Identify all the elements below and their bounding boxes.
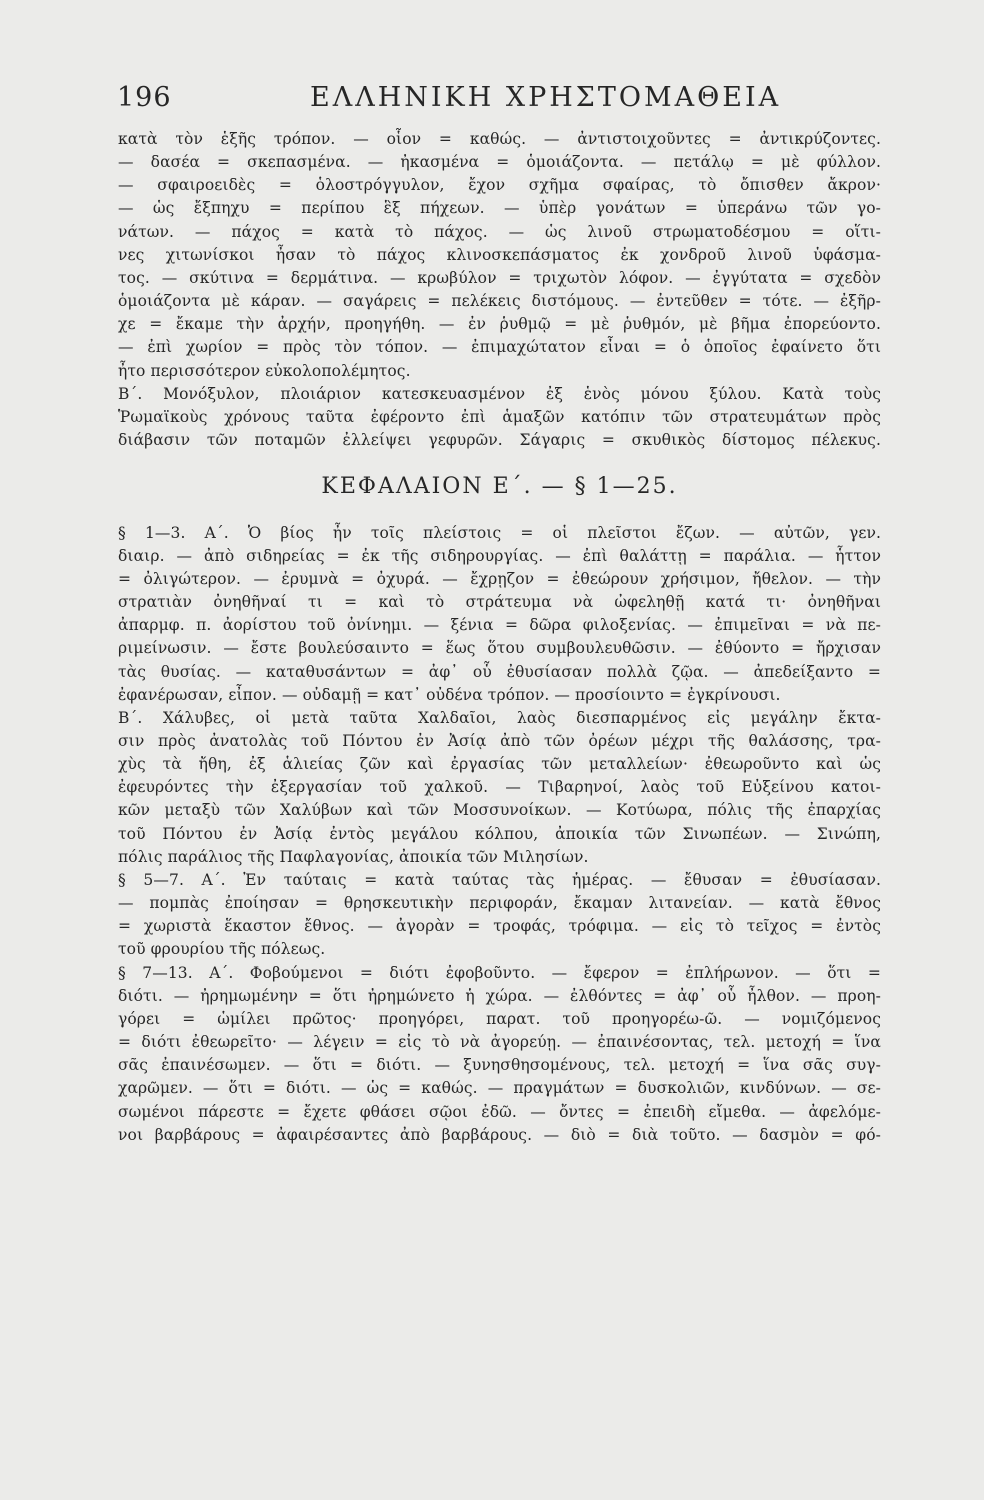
running-head (0, 82, 984, 122)
text-line: γόρει = ὡμίλει πρῶτος· προηγόρει, παρατ. τοῦ προηγορέω-ῶ. — νομιζόμενος (118, 1009, 881, 1028)
text-line: — ὡς ἔξπηχυ = περίπου ἓξ πήχεων. — ὑπὲρ γονάτων = ὑπεράνω τῶν γο- (118, 199, 881, 218)
text-line: χὺς τὰ ἤθη, ἐξ ἁλιείας ζῶν καὶ ἐργασίας τῶν μεταλλείων· ἐθεωροῦντο καὶ ὡς (118, 755, 881, 774)
text-line: = χωριστὰ ἕκαστον ἔθνος. — ἀγορὰν = τροφάς, τρόφιμα. — εἰς τὸ τεῖχος = ἐντὸς (118, 917, 881, 936)
text-line: — πομπὰς ἐποίησαν = θρησκευτικὴν περιφοράν, ἔκαμαν λιτανείαν. — κατὰ ἔθνος (118, 894, 881, 913)
text-line: διάβασιν τῶν ποταμῶν ἐλλείψει γεφυρῶν. Σάγαρις = σκυθικὸς δίστομος πέλεκυς. (118, 431, 881, 450)
chapter-heading: ΚΕΦΑΛΑΙΟΝ Ε΄. — § 1—25. (321, 474, 678, 500)
text-line: τοῦ φρουρίου τῆς πόλεως. (118, 940, 326, 959)
text-line: = ὀλιγώτερον. — ἐρυμνὰ = ὀχυρά. — ἔχρῃζον = ἐθεώρουν χρήσιμον, ἤθελον. — τὴν (118, 569, 881, 588)
text-line: σωμένοι πάρεστε = ἔχετε φθάσει σῷοι ἐδῶ. — ὄντες = ἐπειδὴ εἴμεθα. — ἀφελόμε- (118, 1102, 881, 1121)
text-line: — σφαιροειδὲς = ὁλοστρόγγυλον, ἔχον σχῆμα σφαίρας, τὸ ὄπισθεν ἄκρον· (118, 176, 881, 195)
text-line: — ἐπὶ χωρίον = πρὸς τὸν τόπον. — ἐπιμαχώτατον εἶναι = ὁ ὁποῖος ἐφαίνετο ὅτι (118, 338, 881, 357)
text-line: ἐφανέρωσαν, εἶπον. — οὐδαμῇ = κατ᾽ οὐδένα τρόπον. — προσίοιντο = ἐγκρίνουσι. (118, 685, 781, 704)
text-line: νάτων. — πάχος = κατὰ τὸ πάχος. — ὡς λινοῦ στρωματοδέσμου = οἵτι- (118, 222, 881, 241)
text-line: πόλις παράλιος τῆς Παφλαγονίας, ἀποικία τῶν Μιλησίων. (118, 847, 589, 866)
text-line: § 1—3. Α΄. Ὁ βίος ἦν τοῖς πλείστοις = οἱ πλεῖστοι ἔζων. — αὐτῶν, γεν. (118, 523, 881, 542)
text-line: στρατιὰν ὀνηθῆναί τι = καὶ τὸ στράτευμα νὰ ὠφεληθῇ κατά τι· ὀνηθῆναι (118, 593, 881, 612)
text-line: ἦτο περισσότερον εὐκολοπολέμητος. (118, 361, 411, 380)
page-number: 196 (117, 82, 172, 113)
text-line: χε = ἔκαμε τὴν ἀρχήν, προηγήθη. — ἐν ῥυθμῷ = μὲ ῥυθμόν, μὲ βῆμα ἐπορεύοντο. (118, 315, 881, 334)
text-line: σιν πρὸς ἀνατολὰς τοῦ Πόντου ἐν Ἀσίᾳ ἀπὸ τῶν ὀρέων μέχρι τῆς θαλάσσης, τρα- (118, 732, 881, 751)
text-line: νες χιτωνίσκοι ἦσαν τὸ πάχος κλινοσκεπάσματος ἐκ χονδροῦ λινοῦ ὑφάσμα- (118, 245, 881, 264)
text-line: χαρῶμεν. — ὅτι = διότι. — ὡς = καθώς. — πραγμάτων = δυσκολιῶν, κινδύνων. — σε- (118, 1079, 881, 1098)
text-line: Β΄. Μονόξυλον, πλοιάριον κατεσκευασμένον ἐξ ἑνὸς μόνου ξύλου. Κατὰ τοὺς (118, 384, 881, 403)
text-line: κῶν μεταξὺ τῶν Χαλύβων καὶ τῶν Μοσσυνοίκων. — Κοτύωρα, πόλις τῆς ἐπαρχίας (118, 801, 881, 820)
text-line: τοῦ Πόντου ἐν Ἀσίᾳ ἐντὸς μεγάλου κόλπου, ἀποικία τῶν Σινωπέων. — Σινώπη, (118, 824, 881, 843)
text-line: Β΄. Χάλυβες, οἱ μετὰ ταῦτα Χαλδαῖοι, λαὸς διεσπαρμένος εἰς μεγάλην ἔκτα- (118, 708, 881, 727)
text-line: Ῥωμαϊκοὺς χρόνους ταῦτα ἐφέροντο ἐπὶ ἁμαξῶν κατόπιν τῶν στρατευμάτων πρὸς (118, 407, 881, 426)
spacer (118, 452, 881, 475)
text-line: ἐφευρόντες τὴν ἐξεργασίαν τοῦ χαλκοῦ. — Τιβαρηνοί, λαὸς τοῦ Εὐξείνου κατοι- (118, 778, 881, 797)
text-line: τὰς θυσίας. — καταθυσάντων = ἀφ᾽ οὗ ἐθυσίασαν πολλὰ ζῷα. — ἀπεδείξαντο = (118, 662, 881, 681)
text-line: ριμείνωσιν. — ἔστε βουλεύσαιντο = ἕως ὅτου συμβουλευθῶσιν. — ἐθύοντο = ἤρχισαν (118, 639, 881, 658)
text-line: διότι. — ἠρημωμένην = ὅτι ἠρημώνετο ἡ χώρα. — ἐλθόντες = ἀφ᾽ οὗ ἦλθον. — προη- (118, 986, 881, 1005)
text-line: νοι βαρβάρους = ἀφαιρέσαντες ἀπὸ βαρβάρους. — διὸ = διὰ τοῦτο. — δασμὸν = φό- (118, 1125, 881, 1144)
text-line: διαιρ. — ἀπὸ σιδηρείας = ἐκ τῆς σιδηρουργίας. — ἐπὶ θαλάττῃ = παράλια. — ἧττον (118, 546, 881, 565)
text-line: σᾶς ἐπαινέσωμεν. — ὅτι = διότι. — ξυνησθησομένους, τελ. μετοχή = ἵνα σᾶς συγ- (118, 1056, 881, 1075)
text-line: § 7—13. Α΄. Φοβούμενοι = διότι ἐφοβοῦντο. — ἔφερον = ἐπλήρωνον. — ὅτι = (118, 963, 881, 982)
running-title: ΕΛΛΗΝΙΚΗ ΧΡΗΣΤΟΜΑΘΕΙΑ (310, 82, 782, 113)
text-line: κατὰ τὸν ἑξῆς τρόπον. — οἷον = καθώς. — ἀντιστοιχοῦντες = ἀντικρύζοντες. (118, 130, 881, 148)
text-line: = διότι ἐθεωρεῖτο· — λέγειν = εἰς τὸ νὰ ἀγορεύῃ. — ἐπαινέσοντας, τελ. μετοχή = ἵνα (118, 1033, 881, 1052)
body-text (118, 128, 881, 1147)
text-line: τος. — σκύτινα = δερμάτινα. — κρωβύλον = τριχωτὸν λόφον. — ἐγγύτατα = σχεδὸν (118, 268, 881, 287)
text-line: — δασέα = σκεπασμένα. — ἠκασμένα = ὁμοιάζοντα. — πετάλῳ = μὲ φύλλον. (118, 153, 881, 172)
text-line: § 5—7. Α΄. Ἐν ταύταις = κατὰ ταύτας τὰς ἡμέρας. — ἔθυσαν = ἐθυσίασαν. (118, 870, 881, 889)
spacer (118, 498, 881, 521)
text-line: ὁμοιάζοντα μὲ κάραν. — σαγάρεις = πελέκεις διστόμους. — ἐντεῦθεν = τότε. — ἐξῆρ- (118, 292, 881, 311)
text-line: ἀπαρμφ. π. ἀορίστου τοῦ ὀνίνημι. — ξένια = δῶρα φιλοξενίας. — ἐπιμεῖναι = νὰ πε- (118, 616, 881, 635)
